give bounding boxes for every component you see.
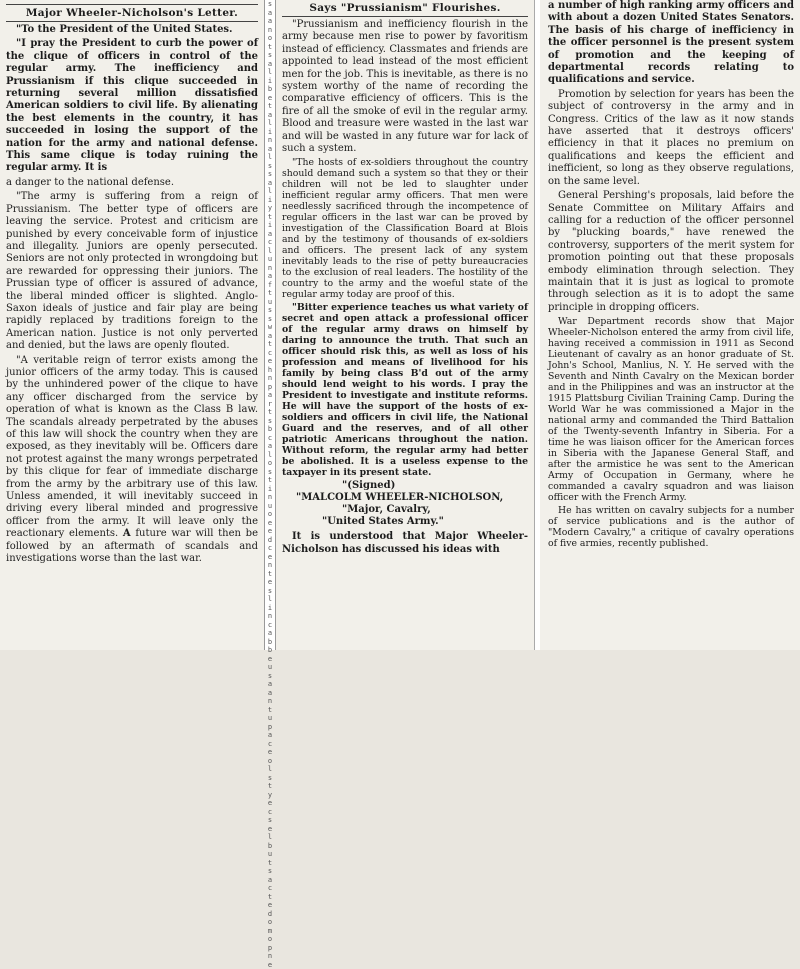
paragraph: He has written on cavalry subjects for a number of service publications and is the author of "Modern Cavalry," a critique of cavalry operations of five armies, recently published. [548,505,794,550]
lead-paragraph-tail: a danger to the national defense. [6,176,175,188]
divider [6,4,258,5]
paragraph-bold-word: A [122,528,131,540]
paragraph: Promotion by selection for years has been the subject of controversy in the army and in Congress. Critics of the law as it now stands have asserted that it destroys officers' efficiency in that it places no premium on qualifications and keeps the efficient and inefficient, so long as they observe regulations, on the same level. [548,88,794,187]
signature-name: "MALCOLM WHEELER-NICHOLSON, [296,492,504,504]
lead-paragraph: "I pray the President to curb the power of the clique of officers in control of the regular army. The inefficiency and Prussianism if this clique succeeded in returning several million dissatisfied American soldiers to civil life. By alienating the best elements in the country, it has succeeded in losing the support of the nation for the army and national defense. This same clique is today ruining the regular army. It is [6,38,258,174]
paragraph: "Prussianism and inefficiency flourish in the army because men rise to power by favoritism instead of efficiency. Classmates and friends are appointed to lead instead of the most efficient men for the job. This is inevitable, as there is no system worthy of the name of recording the comparative efficiency of officers. This is the fire of all the smoke of evil in the regular army. Blood and treasure were wasted in the last war and will be wasted in any future war for lack of such a system. [282,19,528,155]
signature-signed: "(Signed) [342,480,396,492]
signature-rank: "Major, Cavalry, [342,504,431,516]
paragraph [6,355,258,566]
signature-army: "United States Army." [322,516,444,528]
paragraph-closing: It is understood that Major Wheeler-Nicholson has discussed his ideas with [282,531,528,555]
paragraph: General Pershing's proposals, laid before the Senate Committee on Military Affairs and calling for a reduction of the officer personnel by "plucking boards," have renewed the controversy, supporters of the merit system for promotion pointing out that these proposals embody elimination through selection. They maintain that it is just as logical to promote through selection as it is to adopt the same principle in dropping officers. [548,190,794,313]
section-heading: Says "Prussianism" Flourishes. [309,2,501,14]
paragraph-tail: future war will then be followed by an aftermath of scandals and investigations worse than the last war. [6,528,258,565]
binding-gutter: s a a n o t s a l i b e t a l i n a l s s a l i y t i a c l u n a f t u s s w a t c e h n p a r t s b c a l o s t i n u o e e d c e n t e s l i n c a b b e u s a a n t u p a c e o l s t y e c s e l b u t s a c t e d o m o p n e [264,0,276,650]
column-right [540,0,800,650]
salutation: "To the President of the United States. [16,24,233,35]
paragraph-bold: "Bitter experience teaches us what variety of secret and open attack a professional officer of the regular army draws on himself by daring to announce the truth. That such an officer should risk this, as well as loss of his profession and means of livelihood for his family by being class B'd out of the army should lend weight to his words. I pray the President to investigate and institute reforms. He will have the support of the hosts of ex-soldiers and officers in civil life, the National Guard and the reserves, and of all other patriotic Americans throughout the nation. Without reform, the regular army had better be abolished. It is a useless expense to the taxpayer in its present state. [282,302,528,479]
paragraph: "The army is suffering from a reign of Prussianism. The better type of officers are leaving the service. Protest and criticism are punished by every conceivable form of injustice and illegality. Juniors are openly persecuted. Seniors are not only protected in wrongdoing but are rewarded for oppressing their juniors. The Prussian type of officer is assured of advance, the liberal minded officer is slighted. Anglo-Saxon ideals of justice and fair play are being rapidly replaced by traditions foreign to the American nation. Justice is not only perverted and denied, but the laws are openly flouted. [6,191,258,352]
divider [6,21,258,22]
column-left [0,0,264,650]
lead-paragraph: a number of high ranking army officers and with about a dozen United States Senators. The basis of his charge of inefficiency in the officer personnel is the present system of promotion and the keeping of departmental records relating to qualifications and service. [548,0,794,86]
paragraph: War Department records show that Major Wheeler-Nicholson entered the army from civil life, having received a commission in 1911 as Second Lieutenant of cavalry as an honor graduate of St. John's School, Manlius, N. Y. He served with the Seventh and Ninth Cavalry on the Mexican border and in the Philippines and was an instructor at the 1915 Plattsburg Civilian Training Camp. During the World War he was commissioned a Major in the national army and commanded the Third Battalion of the Twenty-seventh Infantry in Siberia. For a time he was liaison officer for the American forces in Siberia with the Japanese General Staff, and after the armistice he was sent to the American Army of Occupation in Germany, where he commanded a cavalry squadron and was liaison officer with the French Army. [548,316,794,504]
paragraph: "The hosts of ex-soldiers throughout the country should demand such a system so that they or their children will not be led to slaughter under inefficient regular army officers. That men were needlessly sacrificed through the incompetence of regular officers in the last war can be proved by investigation of the Classification Board at Blois and by the testimony of thousands of ex-soldiers and officers. The present lack of any system inevitably leads to the rise of petty bureaucracies to the exclusion of real leaders. The hostility of the country to the army and the woeful state of the regular army today are proof of this. [282,157,528,301]
letter-heading: Major Wheeler-Nicholson's Letter. [25,7,239,19]
paragraph-text: "A veritable reign of terror exists among the junior officers of the army today. This is caused by the unhindered power of the clique to have any officer discharged from the service by operation of what is known as the Class B law. The scandals already perpetrated by the abuses of this law will shock the country when they are exposed, as they inevitably will be. Officers dare not protest against the many wrongs perpetrated by this clique for fear of immediate discharge from the army by the arbitrary use of this law. Unless amended, it will inevitably succeed in driving every liberal minded and progressive officer from the army. It will leave only the reactionary elements. [6,354,258,540]
column-middle [276,0,534,650]
divider [282,16,528,17]
